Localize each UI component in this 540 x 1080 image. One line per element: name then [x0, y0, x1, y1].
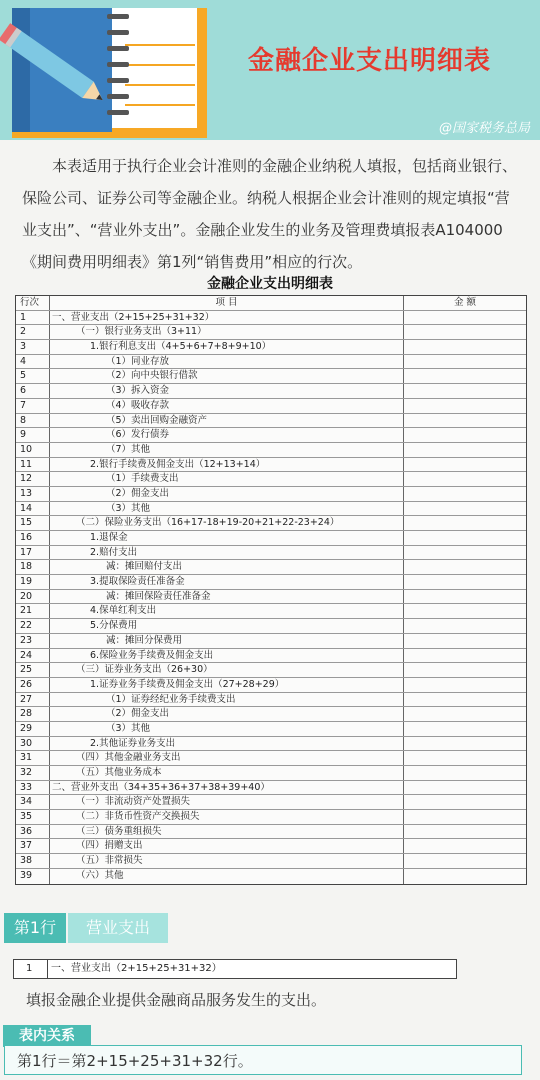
row-item: （2）佣金支出 — [50, 487, 404, 501]
row-line-no: 8 — [16, 414, 50, 428]
row-item: （2）佣金支出 — [50, 707, 404, 721]
source-watermark: @国家税务总局 — [438, 121, 530, 136]
row-item: 1.证券业务手续费及佣金支出（27+28+29） — [50, 678, 404, 692]
table-row — [16, 737, 526, 752]
row-amount — [404, 340, 526, 354]
row-amount — [404, 795, 526, 809]
table-row — [16, 443, 526, 458]
table-row — [16, 516, 526, 531]
table-row — [16, 311, 526, 326]
table-row — [16, 531, 526, 546]
row-item: （六）其他 — [50, 869, 404, 884]
row-amount — [404, 810, 526, 824]
table-row — [16, 795, 526, 810]
table-row — [16, 766, 526, 781]
row-amount — [404, 516, 526, 530]
row-line-no: 1 — [16, 311, 50, 325]
row-item: （2）向中央银行借款 — [50, 369, 404, 383]
row-line-no: 33 — [16, 781, 50, 795]
table-row — [16, 649, 526, 664]
line-1-no: 1 — [14, 960, 48, 978]
row-item: 减：摊回分保费用 — [50, 634, 404, 648]
row-amount — [404, 428, 526, 442]
table-row — [16, 781, 526, 796]
row-amount — [404, 458, 526, 472]
table-row — [16, 693, 526, 708]
row-line-no: 12 — [16, 472, 50, 486]
line-number-tag: 第1行 — [4, 913, 66, 943]
table-row — [16, 839, 526, 854]
row-item: （四）捐赠支出 — [50, 839, 404, 853]
row-amount — [404, 707, 526, 721]
row-line-no: 37 — [16, 839, 50, 853]
row-amount — [404, 737, 526, 751]
row-line-no: 18 — [16, 560, 50, 574]
row-item: （5）卖出回购金融资产 — [50, 414, 404, 428]
row-item: （7）其他 — [50, 443, 404, 457]
row-amount — [404, 619, 526, 633]
line-description: 填报金融企业提供金融商品服务发生的支出。 — [26, 991, 327, 1009]
row-item: （三）证券业务支出（26+30） — [50, 663, 404, 677]
intro-paragraph: 本表适用于执行企业会计准则的金融企业纳税人填报，包括商业银行、保险公司、证券公司等金融企业。纳税人根据企业会计准则的规定填报“营业支出”、“营业外支出”。金融企业发生的业务及管理费填报表A104000《期间费用明细表》第1列“销售费用”相应的行次。 — [22, 157, 518, 271]
table-row — [16, 414, 526, 429]
table-row — [16, 590, 526, 605]
row-amount — [404, 443, 526, 457]
row-item: 5.分保费用 — [50, 619, 404, 633]
row-line-no: 26 — [16, 678, 50, 692]
row-amount — [404, 560, 526, 574]
table-row — [16, 399, 526, 414]
row-item: （一）非流动资产处置损失 — [50, 795, 404, 809]
row-item: （二）非货币性资产交换损失 — [50, 810, 404, 824]
table-row — [16, 487, 526, 502]
row-amount — [404, 649, 526, 663]
row-item: 一、营业支出（2+15+25+31+32） — [50, 311, 404, 325]
row-amount — [404, 502, 526, 516]
table-row — [16, 355, 526, 370]
relation-text: 第1行＝第2+15+25+31+32行。 — [4, 1045, 522, 1075]
row-line-no: 27 — [16, 693, 50, 707]
table-row — [16, 502, 526, 517]
row-item: （1）同业存放 — [50, 355, 404, 369]
row-item: 2.银行手续费及佣金支出（12+13+14） — [50, 458, 404, 472]
row-item: （三）债务重组损失 — [50, 825, 404, 839]
header-line-no: 行次 — [16, 296, 50, 310]
row-line-no: 10 — [16, 443, 50, 457]
row-amount — [404, 854, 526, 868]
line-1-item: 一、营业支出（2+15+25+31+32） — [51, 963, 222, 974]
row-amount — [404, 722, 526, 736]
page-title: 金融企业支出明细表 — [248, 46, 492, 76]
row-line-no: 5 — [16, 369, 50, 383]
table-row — [16, 428, 526, 443]
row-amount — [404, 869, 526, 884]
table-title: 金融企业支出明细表 — [207, 276, 333, 292]
row-amount — [404, 766, 526, 780]
row-amount — [404, 590, 526, 604]
table-header-row — [16, 296, 526, 311]
table-row — [16, 751, 526, 766]
row-line-no: 17 — [16, 546, 50, 560]
row-amount — [404, 384, 526, 398]
row-item: 2.赔付支出 — [50, 546, 404, 560]
pencil-notebook-icon — [0, 0, 240, 140]
row-line-no: 9 — [16, 428, 50, 442]
row-item: 减：摊回保险责任准备金 — [50, 590, 404, 604]
row-line-no: 38 — [16, 854, 50, 868]
row-line-no: 16 — [16, 531, 50, 545]
row-item: 2.其他证券业务支出 — [50, 737, 404, 751]
row-line-no: 28 — [16, 707, 50, 721]
row-line-no: 3 — [16, 340, 50, 354]
row-line-no: 4 — [16, 355, 50, 369]
row-amount — [404, 781, 526, 795]
table-row — [16, 325, 526, 340]
row-item: 3.提取保险责任准备金 — [50, 575, 404, 589]
row-amount — [404, 693, 526, 707]
row-item: 减：摊回赔付支出 — [50, 560, 404, 574]
row-amount — [404, 825, 526, 839]
row-item: （1）证券经纪业务手续费支出 — [50, 693, 404, 707]
row-item: （四）其他金融业务支出 — [50, 751, 404, 765]
table-row — [16, 472, 526, 487]
row-line-no: 36 — [16, 825, 50, 839]
row-line-no: 32 — [16, 766, 50, 780]
table-row — [16, 722, 526, 737]
row-line-no: 22 — [16, 619, 50, 633]
table-row — [16, 854, 526, 869]
header-amount: 金 额 — [453, 297, 477, 308]
row-line-no: 21 — [16, 604, 50, 618]
row-amount — [404, 414, 526, 428]
expense-detail-table — [15, 295, 527, 885]
row-item: 1.银行利息支出（4+5+6+7+8+9+10） — [50, 340, 404, 354]
row-amount — [404, 311, 526, 325]
row-item: 1.退保金 — [50, 531, 404, 545]
row-amount — [404, 634, 526, 648]
line-1-row — [13, 959, 457, 979]
line-name-tag: 营业支出 — [68, 913, 168, 943]
row-item: （3）其他 — [50, 502, 404, 516]
row-line-no: 24 — [16, 649, 50, 663]
row-line-no: 20 — [16, 590, 50, 604]
row-item: （二）保险业务支出（16+17-18+19-20+21+22-23+24） — [50, 516, 404, 530]
table-row — [16, 825, 526, 840]
row-amount — [404, 531, 526, 545]
row-line-no: 25 — [16, 663, 50, 677]
row-line-no: 30 — [16, 737, 50, 751]
row-line-no: 13 — [16, 487, 50, 501]
table-row — [16, 707, 526, 722]
row-line-no: 23 — [16, 634, 50, 648]
table-row — [16, 560, 526, 575]
row-line-no: 2 — [16, 325, 50, 339]
table-row — [16, 575, 526, 590]
row-item: （6）发行债券 — [50, 428, 404, 442]
row-item: （1）手续费支出 — [50, 472, 404, 486]
row-line-no: 34 — [16, 795, 50, 809]
table-row — [16, 810, 526, 825]
row-item: （4）吸收存款 — [50, 399, 404, 413]
row-line-no: 29 — [16, 722, 50, 736]
row-line-no: 31 — [16, 751, 50, 765]
row-amount — [404, 546, 526, 560]
row-amount — [404, 604, 526, 618]
row-amount — [404, 751, 526, 765]
table-row — [16, 869, 526, 884]
row-item: （五）非常损失 — [50, 854, 404, 868]
row-line-no: 39 — [16, 869, 50, 884]
row-item: 4.保单红利支出 — [50, 604, 404, 618]
row-line-no: 19 — [16, 575, 50, 589]
table-row — [16, 604, 526, 619]
table-row — [16, 634, 526, 649]
header-banner — [0, 0, 540, 140]
row-line-no: 14 — [16, 502, 50, 516]
row-amount — [404, 369, 526, 383]
table-row — [16, 340, 526, 355]
row-line-no: 15 — [16, 516, 50, 530]
table-row — [16, 619, 526, 634]
table-row — [16, 458, 526, 473]
row-amount — [404, 575, 526, 589]
row-item: 6.保险业务手续费及佣金支出 — [50, 649, 404, 663]
row-amount — [404, 399, 526, 413]
row-amount — [404, 663, 526, 677]
table-row — [16, 663, 526, 678]
row-line-no: 35 — [16, 810, 50, 824]
row-amount — [404, 487, 526, 501]
relation-label: 表内关系 — [3, 1025, 91, 1047]
row-amount — [404, 355, 526, 369]
row-amount — [404, 472, 526, 486]
row-amount — [404, 325, 526, 339]
table-row — [16, 546, 526, 561]
row-item: （3）拆入资金 — [50, 384, 404, 398]
row-amount — [404, 839, 526, 853]
row-amount — [404, 678, 526, 692]
row-item: （五）其他业务成本 — [50, 766, 404, 780]
row-item: （3）其他 — [50, 722, 404, 736]
row-item: 二、营业外支出（34+35+36+37+38+39+40） — [50, 781, 404, 795]
header-item: 项 目 — [50, 296, 404, 310]
row-item: （一）银行业务支出（3+11） — [50, 325, 404, 339]
table-row — [16, 384, 526, 399]
row-line-no: 7 — [16, 399, 50, 413]
table-row — [16, 369, 526, 384]
table-row — [16, 678, 526, 693]
row-line-no: 6 — [16, 384, 50, 398]
row-line-no: 11 — [16, 458, 50, 472]
